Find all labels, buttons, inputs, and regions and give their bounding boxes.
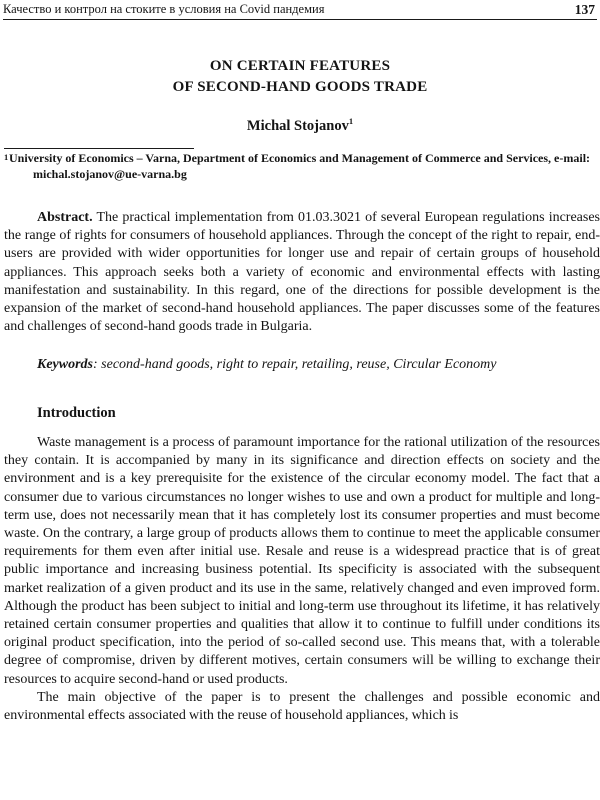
page-number: 137 xyxy=(574,2,595,17)
abstract-paragraph xyxy=(4,209,600,336)
introduction-body xyxy=(4,434,600,725)
introduction-paragraph-2: The main objective of the paper is to present the challenges and possible economic and environmental effects associated with the reuse of household appliances, which is xyxy=(4,689,600,724)
running-header xyxy=(3,2,597,20)
keywords-separator: : xyxy=(93,357,98,372)
paper-title xyxy=(0,56,600,98)
keywords-text: second-hand goods, right to repair, retailing, reuse, Circular Economy xyxy=(101,357,497,372)
footnote-mark: 1 xyxy=(4,152,9,162)
running-title: Качество и контрол на стоките в условия на Covid пандемия xyxy=(3,2,325,16)
affiliation-footnote xyxy=(4,151,599,182)
introduction-paragraph-1: Waste management is a process of paramount importance for the rational utilization of the resources they contain. It is accompanied by many in its significance and direction effects on society and the environment and is a key prerequisite for the existence of the circular economy model. The fact that a consumer due to various circumstances no longer wishes to use and own a product for multiple and long-term use, does not necessarily mean that it has completely lost its consumer properties and must become waste. On the contrary, a large group of products allows them to continue to meet the applicable consumer requirements for them even after initial use. Resale and reuse is a widespread practice that is of great public importance and increasing business potential. Its specificity is associated with the subsequent market realization of a given product and its use in the same, relatively changed and even improved form. Although the product has been subject to initial and long-term use throughout its lifetime, it has relatively retained certain consumer properties and qualities that allow it to continue to fulfill under conditions its original product specification, into the period of so-called second use. This means that, with a tolerable degree of compromise, driven by different motives, certain consumers will be willing to exchange their resources to acquire second-hand or used products. xyxy=(4,435,600,687)
author-name: Michal Stojanov xyxy=(246,118,349,134)
paper-title-line-1: ON CERTAIN FEATURES xyxy=(209,58,391,74)
abstract-text: The practical implementation from 01.03.3021 of several European regulations increases the range of rights for consumers of household appliances. Through the concept of the right to repair, end-users are provided with wider opportunities for longer use and repair of certain groups of household appliances. This approach seeks both a variety of economic and environmental effects with lasting manifestation and sustainability. In this regard, one of the directions for possible development is the expansion of the market of second-hand household appliances. The paper discusses some of the features and challenges of second-hand goods trade in Bulgaria. xyxy=(4,210,600,335)
paper-title-line-2: OF SECOND-HAND GOODS TRADE xyxy=(172,79,428,95)
footnote-text: University of Economics – Varna, Department of Economics and Management of Commerce and Services, e-mail: michal.stojanov@ue-varna.bg xyxy=(9,151,591,181)
abstract-label: Abstract. xyxy=(37,210,93,225)
footnote-divider xyxy=(4,148,194,149)
author-line xyxy=(0,117,600,135)
author-footnote-mark: 1 xyxy=(348,116,354,127)
keywords-label: Keywords xyxy=(37,357,93,372)
section-heading-introduction: Introduction xyxy=(37,405,116,421)
keywords-line xyxy=(4,356,600,374)
